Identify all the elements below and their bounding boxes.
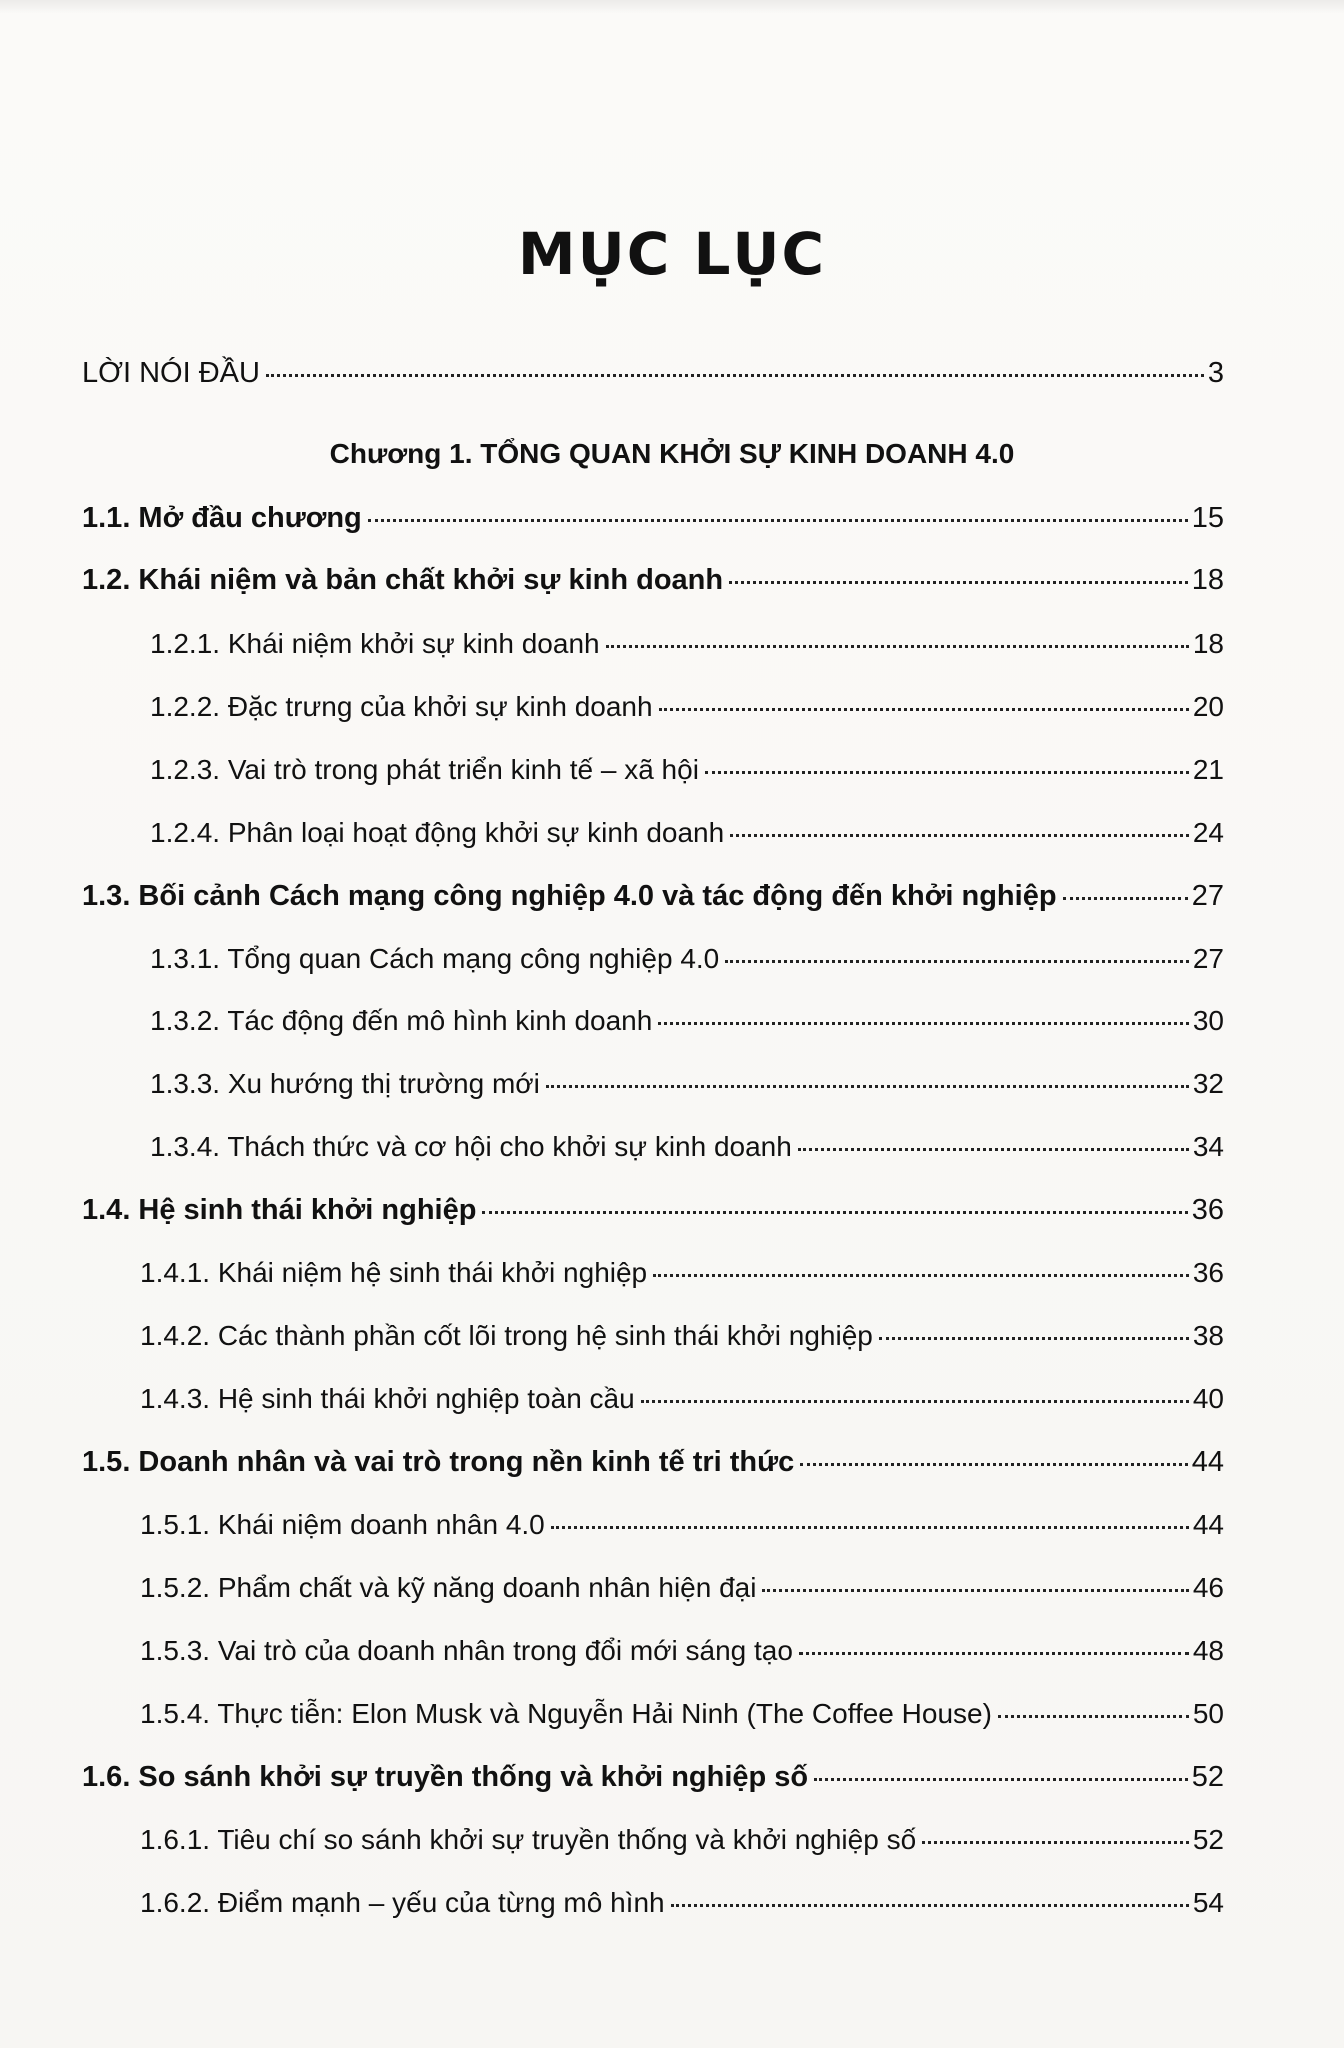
toc-entry-label: 1.3.2. Tác động đến mô hình kinh doanh bbox=[150, 1005, 653, 1036]
toc-entry-subsection bbox=[140, 1633, 1224, 1669]
toc-entry-page: 44 bbox=[1192, 1509, 1224, 1540]
toc-entry-page: 52 bbox=[1191, 1761, 1224, 1793]
leader-dots bbox=[551, 1526, 1189, 1529]
toc-entry-subsection bbox=[150, 752, 1224, 788]
toc-entry-label: 1.1. Mở đầu chương bbox=[82, 502, 362, 534]
toc-entry-page: 20 bbox=[1192, 691, 1224, 722]
toc-entry-label: 1.2.3. Vai trò trong phát triển kinh tế – xã hội bbox=[150, 754, 699, 785]
toc-entry-label: 1.5.3. Vai trò của doanh nhân trong đổi mới sáng tạo bbox=[140, 1635, 793, 1666]
toc-entry-page: 3 bbox=[1207, 357, 1224, 389]
toc-entry-subsection bbox=[150, 941, 1224, 977]
toc-entry-subsection bbox=[140, 1381, 1224, 1417]
leader-dots bbox=[729, 581, 1188, 584]
leader-dots bbox=[653, 1274, 1189, 1277]
toc-entry-label: 1.3.1. Tổng quan Cách mạng công nghiệp 4.0 bbox=[150, 943, 720, 974]
leader-dots bbox=[814, 1778, 1188, 1781]
toc-entry-label: 1.4. Hệ sinh thái khởi nghiệp bbox=[82, 1194, 477, 1226]
leader-dots bbox=[800, 1463, 1187, 1466]
toc-entry-section bbox=[82, 1444, 1224, 1480]
leader-dots bbox=[659, 708, 1189, 711]
leader-dots bbox=[799, 1652, 1189, 1655]
toc-entry-label: 1.2.4. Phân loại hoạt động khởi sự kinh doanh bbox=[150, 817, 725, 848]
leader-dots bbox=[998, 1715, 1189, 1718]
toc-entry-label: 1.5.2. Phẩm chất và kỹ năng doanh nhân hiện đại bbox=[140, 1572, 757, 1603]
toc-entry-page: 18 bbox=[1191, 564, 1224, 596]
page-title: MỤC LỤC bbox=[517, 220, 827, 288]
leader-dots bbox=[705, 771, 1189, 774]
leader-dots bbox=[671, 1904, 1189, 1907]
toc-entry-page: 21 bbox=[1192, 754, 1224, 785]
leader-dots bbox=[606, 645, 1189, 648]
toc-entry-page: 34 bbox=[1192, 1131, 1224, 1162]
toc-entry-page: 36 bbox=[1192, 1257, 1224, 1288]
leader-dots bbox=[798, 1148, 1189, 1151]
leader-dots bbox=[762, 1589, 1188, 1592]
toc-entry-subsection bbox=[140, 1822, 1224, 1858]
leader-dots bbox=[730, 834, 1189, 837]
toc-entry-label: LỜI NÓI ĐẦU bbox=[82, 357, 260, 389]
toc-entry-page: 40 bbox=[1192, 1383, 1224, 1414]
leader-dots bbox=[658, 1022, 1189, 1025]
toc-entry-section bbox=[82, 1192, 1224, 1228]
toc-entry-page: 18 bbox=[1192, 628, 1224, 659]
leader-dots bbox=[879, 1337, 1189, 1340]
leader-dots bbox=[368, 519, 1188, 522]
toc-entry-page: 44 bbox=[1191, 1446, 1224, 1478]
toc-entry-page: 36 bbox=[1191, 1194, 1224, 1226]
toc-entry-section bbox=[82, 500, 1224, 536]
toc-entry-subsection bbox=[140, 1255, 1224, 1291]
toc-entry-subsection bbox=[140, 1570, 1224, 1606]
toc-entry-label: 1.3. Bối cảnh Cách mạng công nghiệp 4.0 và tác động đến khởi nghiệp bbox=[82, 880, 1057, 912]
leader-dots bbox=[1063, 897, 1188, 900]
leader-dots bbox=[725, 960, 1189, 963]
toc-entry-page: 32 bbox=[1192, 1068, 1224, 1099]
toc-entry-page: 46 bbox=[1192, 1572, 1224, 1603]
toc-entry-page: 30 bbox=[1192, 1005, 1224, 1036]
toc-entry-page: 38 bbox=[1192, 1320, 1224, 1351]
toc-entry-label: 1.4.3. Hệ sinh thái khởi nghiệp toàn cầu bbox=[140, 1383, 635, 1414]
toc-entry-subsection bbox=[140, 1696, 1224, 1732]
toc-entry-page: 24 bbox=[1192, 817, 1224, 848]
toc-entry-label: 1.6. So sánh khởi sự truyền thống và khởi nghiệp số bbox=[82, 1761, 809, 1793]
toc-entry-subsection bbox=[150, 815, 1224, 851]
toc-entry-label: 1.4.2. Các thành phần cốt lõi trong hệ sinh thái khởi nghiệp bbox=[140, 1320, 873, 1351]
toc-entry-label: 1.5.1. Khái niệm doanh nhân 4.0 bbox=[140, 1509, 545, 1540]
leader-dots bbox=[266, 374, 1204, 377]
toc-entry-subsection bbox=[150, 1066, 1224, 1102]
toc-entry-page: 50 bbox=[1192, 1698, 1224, 1729]
toc-entry-preface bbox=[82, 355, 1224, 391]
toc-entry-page: 27 bbox=[1191, 880, 1224, 912]
leader-dots bbox=[641, 1400, 1189, 1403]
toc-entry-label: 1.2. Khái niệm và bản chất khởi sự kinh doanh bbox=[82, 564, 724, 596]
toc-entry-label: 1.3.3. Xu hướng thị trường mới bbox=[150, 1068, 540, 1099]
toc-entry-label: 1.5.4. Thực tiễn: Elon Musk và Nguyễn Hải Ninh (The Coffee House) bbox=[140, 1698, 992, 1729]
toc-entry-page: 54 bbox=[1192, 1887, 1224, 1918]
toc-entry-label: 1.5. Doanh nhân và vai trò trong nền kinh tế tri thức bbox=[82, 1446, 795, 1478]
toc-entry-label: 1.2.1. Khái niệm khởi sự kinh doanh bbox=[150, 628, 600, 659]
toc-entry-subsection bbox=[150, 626, 1224, 662]
leader-dots bbox=[922, 1841, 1189, 1844]
toc-entry-subsection bbox=[150, 689, 1224, 725]
toc-entry-page: 52 bbox=[1192, 1824, 1224, 1855]
toc-entry-label: 1.2.2. Đặc trưng của khởi sự kinh doanh bbox=[150, 691, 653, 722]
toc-entry-section bbox=[82, 878, 1224, 914]
leader-dots bbox=[546, 1085, 1189, 1088]
toc-entry-section bbox=[82, 562, 1224, 598]
toc-entry-subsection bbox=[150, 1003, 1224, 1039]
toc-entry-label: 1.6.1. Tiêu chí so sánh khởi sự truyền thống và khởi nghiệp số bbox=[140, 1824, 917, 1855]
toc-entry-page: 27 bbox=[1192, 943, 1224, 974]
toc-entry-section bbox=[82, 1759, 1224, 1795]
toc-entry-subsection bbox=[140, 1507, 1224, 1543]
leader-dots bbox=[482, 1211, 1187, 1214]
toc-entry-subsection bbox=[140, 1318, 1224, 1354]
toc-entry-label: 1.4.1. Khái niệm hệ sinh thái khởi nghiệp bbox=[140, 1257, 648, 1288]
toc-entry-page: 48 bbox=[1192, 1635, 1224, 1666]
toc-entry-page: 15 bbox=[1191, 502, 1224, 534]
toc-entry-subsection bbox=[150, 1129, 1224, 1165]
toc-entry-label: 1.6.2. Điểm mạnh – yếu của từng mô hình bbox=[140, 1887, 665, 1918]
chapter-heading: Chương 1. TỔNG QUAN KHỞI SỰ KINH DOANH 4.0 bbox=[329, 438, 1015, 469]
toc-entry-label: 1.3.4. Thách thức và cơ hội cho khởi sự kinh doanh bbox=[150, 1131, 792, 1162]
toc-entry-subsection bbox=[140, 1885, 1224, 1921]
